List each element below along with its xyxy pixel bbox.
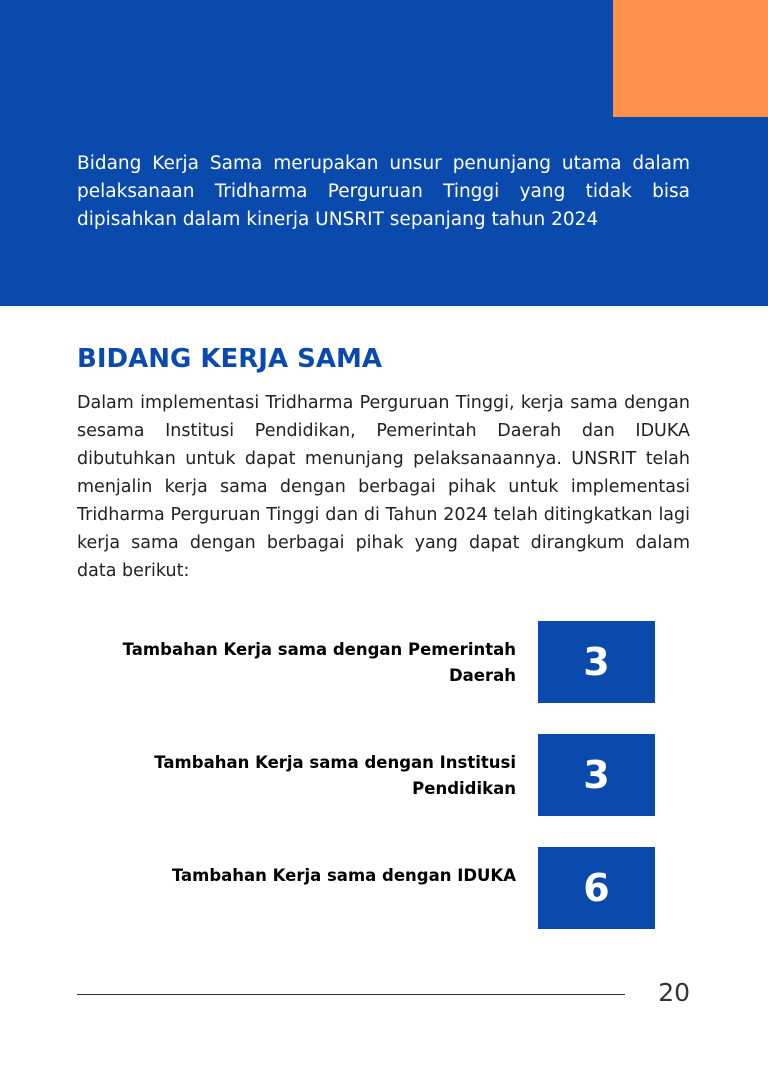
stat-label-iduka: Tambahan Kerja sama dengan IDUKA — [171, 866, 516, 885]
stat-value-institusi-pendidikan: 3 — [538, 734, 655, 816]
stat-value-pemerintah-daerah: 3 — [538, 621, 655, 703]
page-number: 20 — [658, 978, 690, 1007]
stat-value-iduka: 6 — [538, 847, 655, 929]
footer-rule — [77, 994, 625, 995]
intro-text: Bidang Kerja Sama merupakan unsur penunjang utama dalam pelaksanaan Tridharma Perguruan Tinggi yang tidak bisa dipisahkan dalam kinerja UNSRIT sepanjang tahun 2024 — [77, 153, 690, 230]
stat-label-institusi-pendidikan: Tambahan Kerja sama dengan Institusi Pendidikan — [154, 753, 516, 798]
stat-label-pemerintah-daerah: Tambahan Kerja sama dengan Pemerintah Daerah — [122, 640, 516, 685]
accent-block — [613, 0, 768, 117]
section-title: BIDANG KERJA SAMA — [77, 344, 382, 374]
section-body: Dalam implementasi Tridharma Perguruan Tinggi, kerja sama dengan sesama Institusi Pendidikan, Pemerintah Daerah dan IDUKA dibutuhkan untuk dapat menunjang pelaksanaannya. UNSRIT telah menjalin kerja sama dengan berbagai pihak untuk implementasi Tridharma Perguruan Tinggi dan di Tahun 2024 telah ditingkatkan lagi kerja sama dengan berbagai pihak yang dapat dirangkum dalam data berikut: — [77, 393, 690, 581]
